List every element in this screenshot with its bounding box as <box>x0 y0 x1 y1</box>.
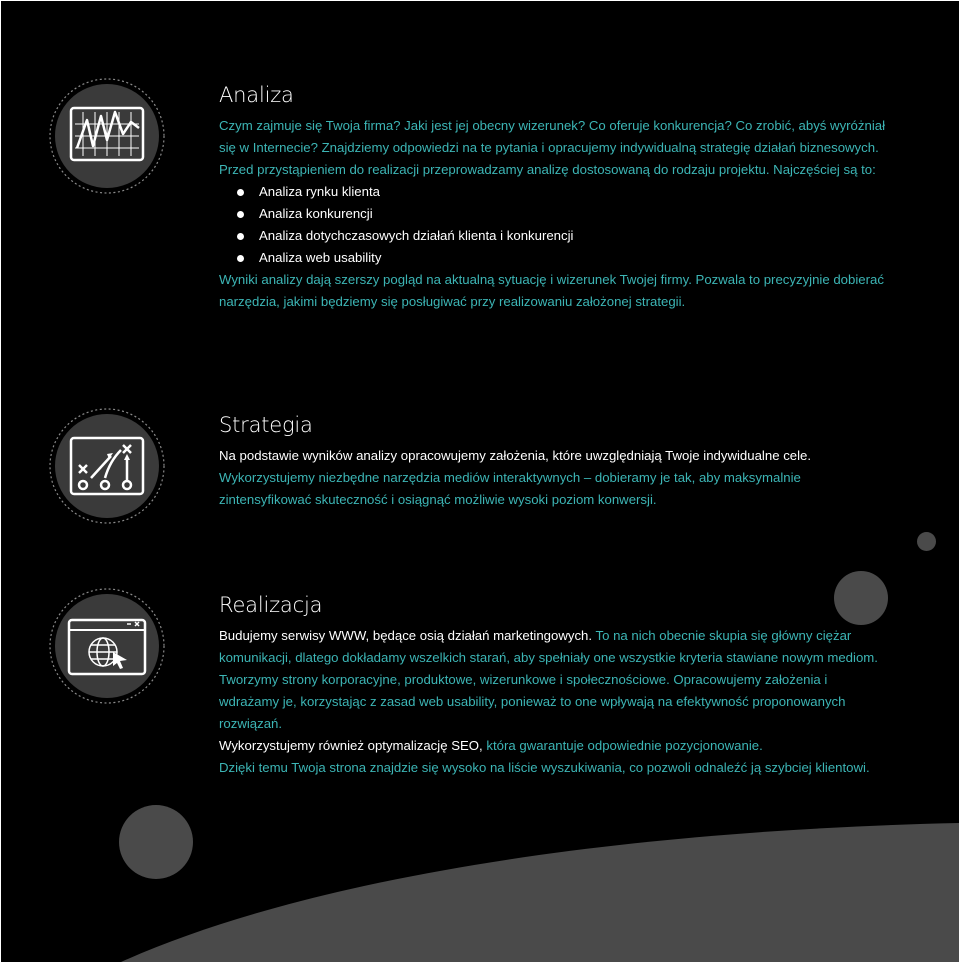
list-item: Analiza web usability <box>237 247 889 269</box>
analiza-outro: Wyniki analizy dają szerszy pogląd na aktualną sytuację i wizerunek Twojej firmy. Pozwala to precyzyjnie dobierać narzędzia, jakimi będziemy się posługiwać przy realizowaniu założonej strategii. <box>219 272 884 309</box>
section-title-strategia: Strategia <box>219 413 313 437</box>
decor-circle-small <box>917 532 936 551</box>
bottom-curve-shape <box>121 823 959 962</box>
realizacja-body <box>219 625 889 735</box>
section-title-analiza: Analiza <box>219 83 294 107</box>
strategy-playbook-icon <box>47 406 167 526</box>
strategia-lead: Na podstawie wyników analizy opracowujemy założenia, które uwzględniają Twoje indywidualne cele. <box>219 448 812 463</box>
page <box>1 1 959 962</box>
strategia-text: Wykorzystujemy niezbędne narzędzia mediów interaktywnych – dobieramy je tak, aby maksymalnie zintensyfikować skuteczność i osiągnąć możliwie wysoki poziom konwersji. <box>219 470 801 507</box>
realizacja-closing: Dzięki temu Twoja strona znajdzie się wysoko na liście wyszukiwania, co pozwoli odnaleźć ją szybciej klientowi. <box>219 760 870 775</box>
realizacja-seo <box>219 735 889 757</box>
chart-analysis-icon <box>47 76 167 196</box>
list-item: Analiza dotychczasowych działań klienta i konkurencji <box>237 225 889 247</box>
realizacja-seo-text: która gwarantuje odpowiednie pozycjonowanie. <box>482 738 763 753</box>
browser-globe-icon <box>47 586 167 706</box>
analiza-intro: Czym zajmuje się Twoja firma? Jaki jest jej obecny wizerunek? Co oferuje konkurencja? Co zrobić, abyś wyróżniał się w Internecie? Znajdziemy odpowiedzi na te pytania i opracujemy indywidualną strategię działań biznesowych. Przed przystąpieniem do realizacji przeprowadzamy analizę dostosowaną do rodzaju projektu. Najczęściej są to: <box>219 118 886 177</box>
section-strategia <box>219 413 889 511</box>
section-analiza <box>219 83 889 313</box>
decor-circle-left <box>119 805 193 879</box>
list-item: Analiza konkurencji <box>237 203 889 225</box>
section-realizacja <box>219 593 889 779</box>
analiza-list <box>219 181 889 269</box>
realizacja-lead: Budujemy serwisy WWW, będące osią działań marketingowych. <box>219 628 593 643</box>
realizacja-text: To na nich obecnie skupia się główny ciężar komunikacji, dlatego dokładamy wszelkich starań, aby spełniały one wszystkie kryteria stawiane nowym mediom. Tworzymy strony korporacyjne, produktowe, wizerunkowe i społecznościowe. Opracowujemy założenia i wdrażamy je, korzystając z zasad web usability, ponieważ to one wpływają na efektywność proponowanych rozwiązań. <box>219 628 878 731</box>
realizacja-seo-lead: Wykorzystujemy również optymalizację SEO, <box>219 738 483 753</box>
list-item: Analiza rynku klienta <box>237 181 889 203</box>
section-title-realizacja: Realizacja <box>219 593 323 617</box>
